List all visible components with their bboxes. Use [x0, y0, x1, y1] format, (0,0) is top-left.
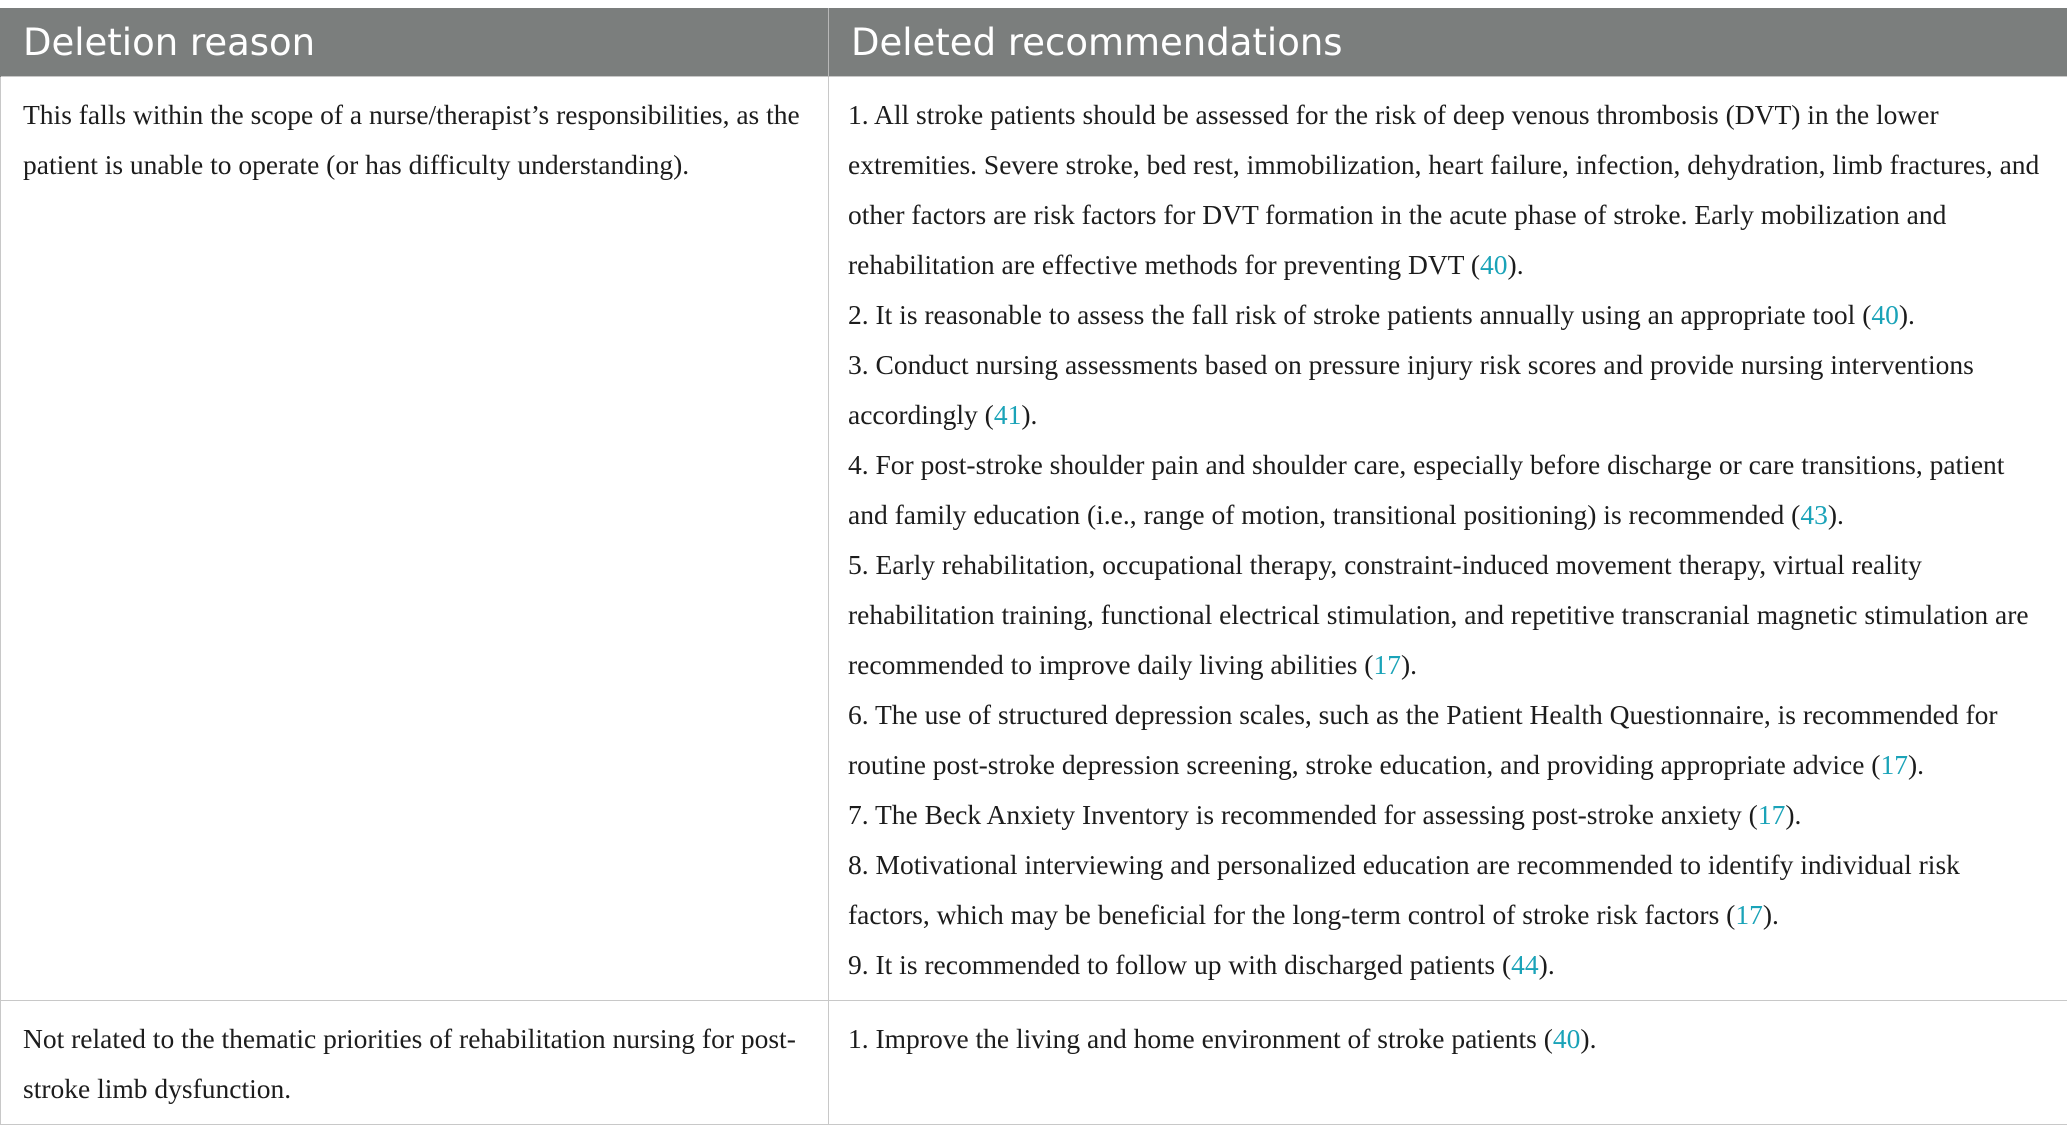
header-row	[1, 8, 2067, 77]
reference-link[interactable]: 17	[1373, 649, 1401, 680]
recommendation-text: 8. Motivational interviewing and personalized education are recommended to identify individual risk factors, which may be beneficial for the long-term control of stroke risk factors (	[848, 849, 1960, 930]
recommendation-text: 2. It is reasonable to assess the fall risk of stroke patients annually using an appropriate tool (	[848, 299, 1871, 330]
reference-link[interactable]: 40	[1553, 1023, 1581, 1054]
recommendation-item	[848, 440, 2045, 540]
recommendation-item	[848, 1014, 2045, 1064]
recommendation-item	[848, 690, 2045, 790]
recommendation-item	[848, 540, 2045, 690]
recommendation-item	[848, 90, 2045, 290]
recommendations-cell	[829, 1001, 2067, 1125]
recommendation-end: ).	[1785, 799, 1801, 830]
recommendation-end: ).	[1580, 1023, 1596, 1054]
reference-link[interactable]: 40	[1871, 299, 1899, 330]
recommendation-end: ).	[1899, 299, 1915, 330]
reference-link[interactable]: 43	[1800, 499, 1828, 530]
recommendation-end: ).	[1908, 749, 1924, 780]
recommendation-end: ).	[1539, 949, 1555, 980]
table-body	[1, 77, 2067, 1125]
recommendation-item	[848, 340, 2045, 440]
recommendation-end: ).	[1763, 899, 1779, 930]
recommendation-item	[848, 940, 2045, 990]
reference-link[interactable]: 17	[1880, 749, 1908, 780]
header-deleted-recommendations: Deleted recommendations	[829, 8, 2067, 77]
recommendation-text: 3. Conduct nursing assessments based on pressure injury risk scores and provide nursing interventions accordingly (	[848, 349, 1974, 430]
recommendation-item	[848, 840, 2045, 940]
reference-link[interactable]: 41	[994, 399, 1022, 430]
recommendations-cell	[829, 77, 2067, 1001]
recommendation-item	[848, 290, 2045, 340]
recommendation-text: 9. It is recommended to follow up with discharged patients (	[848, 949, 1511, 980]
recommendation-end: ).	[1401, 649, 1417, 680]
recommendation-text: 5. Early rehabilitation, occupational therapy, constraint-induced movement therapy, virtual reality rehabilitation training, functional electrical stimulation, and repetitive transcranial magnetic stimulation are recommended to improve daily living abilities (	[848, 549, 2029, 680]
recommendation-text: 1. Improve the living and home environment of stroke patients (	[848, 1023, 1553, 1054]
recommendation-end: ).	[1021, 399, 1037, 430]
table-header	[1, 8, 2067, 77]
reference-link[interactable]: 40	[1480, 249, 1508, 280]
deletion-reason-cell: Not related to the thematic priorities of rehabilitation nursing for post-stroke limb dysfunction.	[1, 1001, 829, 1125]
table-row	[1, 77, 2067, 1001]
reference-link[interactable]: 44	[1511, 949, 1539, 980]
recommendation-end: ).	[1828, 499, 1844, 530]
recommendation-end: ).	[1508, 249, 1524, 280]
table-row	[1, 1001, 2067, 1125]
recommendation-text: 4. For post-stroke shoulder pain and shoulder care, especially before discharge or care transitions, patient and family education (i.e., range of motion, transitional positioning) is recommended (	[848, 449, 2004, 530]
recommendation-text: 1. All stroke patients should be assessed for the risk of deep venous thrombosis (DVT) in the lower extremities. Severe stroke, bed rest, immobilization, heart failure, infection, dehydration, limb fractures, and other factors are risk factors for DVT formation in the acute phase of stroke. Early mobilization and rehabilitation are effective methods for preventing DVT (	[848, 99, 2039, 280]
reference-link[interactable]: 17	[1758, 799, 1786, 830]
recommendation-text: 7. The Beck Anxiety Inventory is recommended for assessing post-stroke anxiety (	[848, 799, 1758, 830]
reference-link[interactable]: 17	[1735, 899, 1763, 930]
recommendation-text: 6. The use of structured depression scales, such as the Patient Health Questionnaire, is recommended for routine post-stroke depression screening, stroke education, and providing appropriate advice (	[848, 699, 1998, 780]
deletion-reason-cell: This falls within the scope of a nurse/therapist’s responsibilities, as the patient is unable to operate (or has difficulty understanding).	[1, 77, 829, 1001]
header-deletion-reason: Deletion reason	[1, 8, 829, 77]
deleted-recommendations-table	[0, 8, 2067, 1125]
recommendation-item	[848, 790, 2045, 840]
